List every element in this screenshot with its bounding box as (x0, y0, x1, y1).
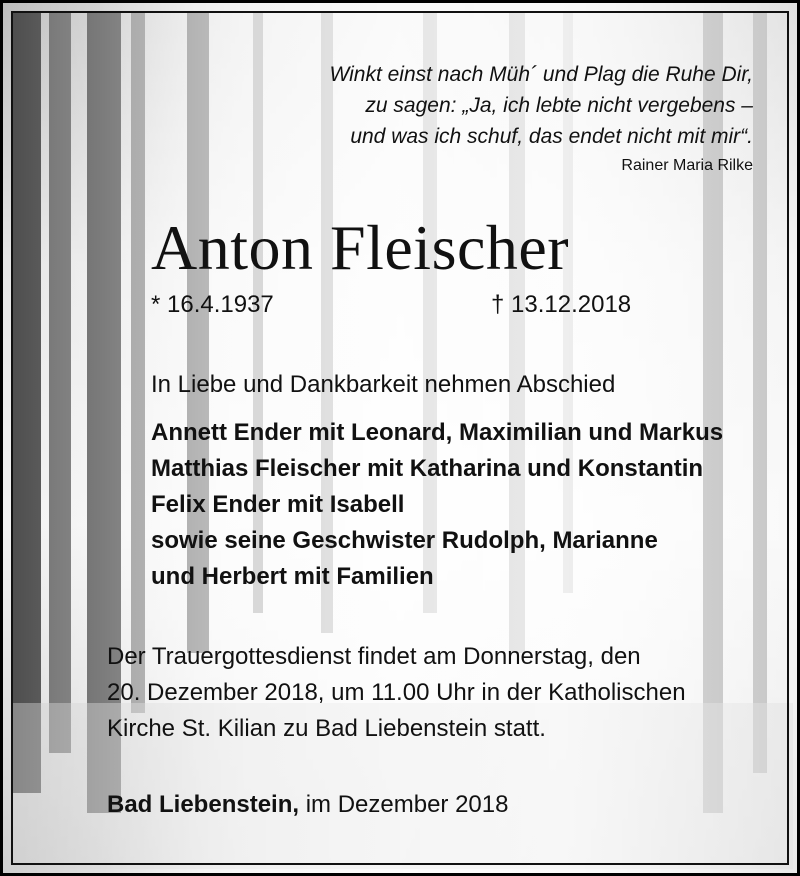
mourners-list (151, 415, 723, 595)
mourner-line: Matthias Fleischer mit Katharina und Konstantin (151, 455, 704, 482)
mourner-line: Annett Ender mit Leonard, Maximilian und Markus (151, 419, 724, 446)
quote-author: Rainer Maria Rilke (621, 157, 753, 174)
quote-line: und was ich schuf, das endet nicht mit mir“. (350, 125, 753, 148)
mourner-line: Felix Ender mit Isabell (151, 491, 405, 518)
service-line: Kirche St. Kilian zu Bad Liebenstein statt. (107, 715, 546, 742)
service-line: 20. Dezember 2018, um 11.00 Uhr in der Katholischen (107, 679, 686, 706)
closing-place: Bad Liebenstein, (107, 791, 300, 818)
service-line: Der Trauergottesdienst findet am Donnerstag, den (107, 643, 641, 670)
service-info (107, 639, 686, 747)
quote-line: Winkt einst nach Müh´ und Plag die Ruhe Dir, (329, 63, 753, 86)
mourner-line: und Herbert mit Familien (151, 563, 434, 590)
closing-line (107, 791, 508, 819)
closing-date: im Dezember 2018 (305, 791, 509, 818)
deceased-name: Anton Fleischer (151, 212, 570, 283)
mourner-line: sowie seine Geschwister Rudolph, Marianne (151, 527, 658, 554)
farewell-intro: In Liebe und Dankbarkeit nehmen Abschied (151, 371, 616, 398)
quote-line: zu sagen: „Ja, ich lebte nicht vergebens – (365, 94, 753, 117)
death-date: † 13.12.2018 (491, 291, 632, 318)
quote (293, 59, 753, 152)
birth-date: * 16.4.1937 (151, 291, 274, 318)
